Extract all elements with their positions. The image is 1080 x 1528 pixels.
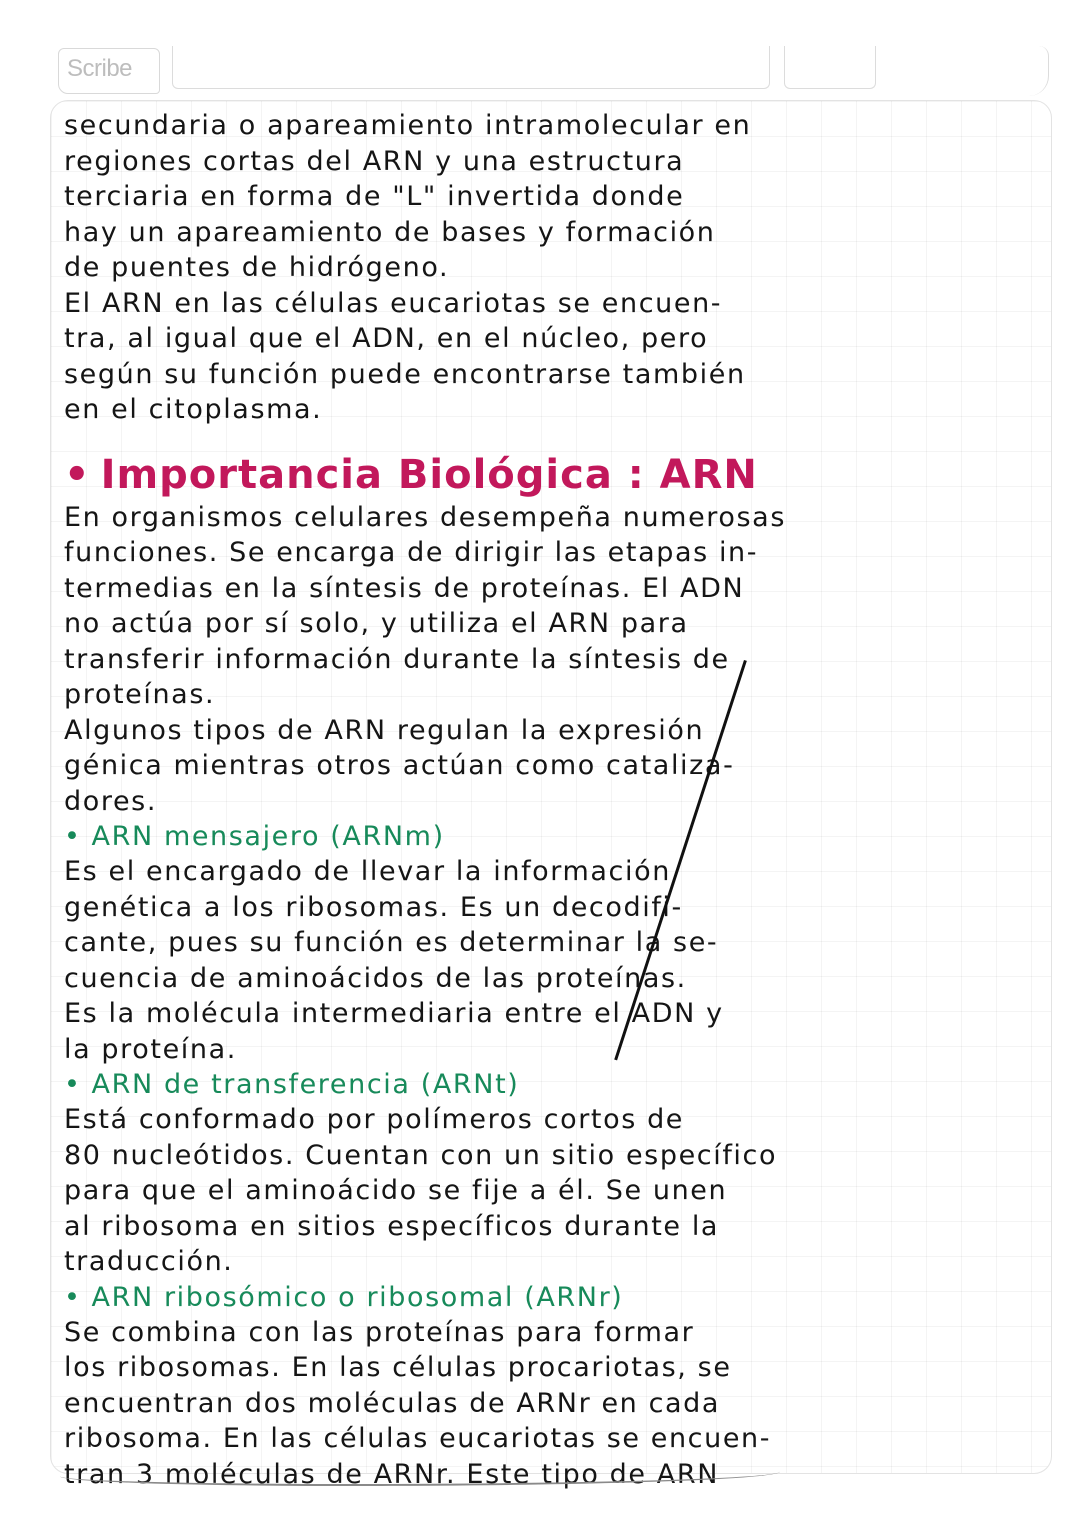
subsection-title	[64, 1280, 1024, 1315]
scribe-logo-text: Scribe	[67, 55, 133, 82]
subsection-title	[64, 819, 1024, 854]
section-heading-text: Importancia Biológica : ARN	[100, 451, 758, 498]
subsection-title-text: ARN de transferencia (ARNt)	[91, 1069, 520, 1100]
subsection-title	[64, 1067, 1024, 1102]
notebook-header-box	[172, 46, 770, 89]
subsection-arnr	[64, 1280, 1024, 1493]
text-line: Algunos tipos de ARN regulan la expresión	[64, 714, 705, 746]
text-line: Es la molécula intermediaria entre el ADN y	[64, 998, 724, 1029]
handwritten-notes	[64, 108, 1024, 1492]
text-line: Está conformado por polímeros cortos de	[64, 1104, 685, 1135]
text-line: terciaria en forma de "L" invertida donde	[64, 181, 685, 212]
bullet-icon: •	[64, 451, 91, 498]
bullet-icon: •	[64, 821, 82, 852]
text-line: dores.	[64, 785, 158, 817]
notebook-header-box	[888, 46, 1049, 96]
text-line: tran 3 moléculas de ARNr. Este tipo de ARN	[64, 1458, 720, 1490]
text-line: según su función puede encontrarse también	[64, 358, 746, 390]
text-line: genética a los ribosomas. Es un decodifi-	[64, 891, 683, 923]
notebook-header-box	[784, 46, 876, 89]
section-heading	[64, 450, 1024, 500]
text-line: cuencia de aminoácidos de las proteínas.	[64, 962, 687, 994]
text-line: al ribosoma en sitios específicos durante la	[64, 1210, 720, 1242]
text-line: secundaria o apareamiento intramolecular en	[64, 110, 752, 141]
text-line: génica mientras otros actúan como cataliza-	[64, 750, 735, 781]
text-line: tra, al igual que el ADN, en el núcleo, pero	[64, 323, 709, 354]
text-line: la proteína.	[64, 1033, 237, 1065]
text-line: cante, pues su función es determinar la se-	[64, 927, 719, 958]
text-line: no actúa por sí solo, y utiliza el ARN para	[64, 608, 689, 639]
text-line: proteínas.	[64, 679, 216, 710]
scribe-tab	[58, 48, 160, 94]
text-line: ribosoma. En las células eucariotas se encuen-	[64, 1423, 772, 1454]
text-line: 80 nucleótidos. Cuentan con un sitio específico	[64, 1139, 778, 1171]
scanner-header	[58, 44, 1052, 96]
text-line: El ARN en las células eucariotas se encuen-	[64, 287, 723, 319]
subsection-arnm	[64, 819, 1024, 1067]
text-line: funciones. Se encarga de dirigir las etapas in-	[64, 537, 759, 568]
intro-paragraph	[64, 108, 1024, 428]
text-line: en el citoplasma.	[64, 394, 323, 425]
text-line: transferir información durante la síntesis de	[64, 643, 730, 675]
bullet-icon: •	[64, 1069, 82, 1100]
section-paragraph	[64, 500, 1024, 820]
text-line: hay un apareamiento de bases y formación	[64, 216, 716, 248]
text-line: Se combina con las proteínas para formar	[64, 1316, 695, 1348]
bullet-icon: •	[64, 1281, 82, 1313]
text-line: de puentes de hidrógeno.	[64, 252, 450, 283]
text-line: encuentran dos moléculas de ARNr en cada	[64, 1387, 721, 1419]
text-line: traducción.	[64, 1246, 234, 1277]
text-line: Es el encargado de llevar la información	[64, 856, 671, 887]
text-line: los ribosomas. En las células procariotas, se	[64, 1352, 732, 1383]
text-line: termedias en la síntesis de proteínas. El ADN	[64, 572, 745, 604]
subsection-arnt	[64, 1067, 1024, 1280]
subsection-title-text: ARN mensajero (ARNm)	[91, 821, 445, 852]
text-line: regiones cortas del ARN y una estructura	[64, 145, 685, 177]
text-line: para que el aminoácido se fije a él. Se unen	[64, 1175, 728, 1206]
text-line: En organismos celulares desempeña numerosas	[64, 501, 786, 533]
subsection-title-text: ARN ribosómico o ribosomal (ARNr)	[91, 1281, 624, 1313]
